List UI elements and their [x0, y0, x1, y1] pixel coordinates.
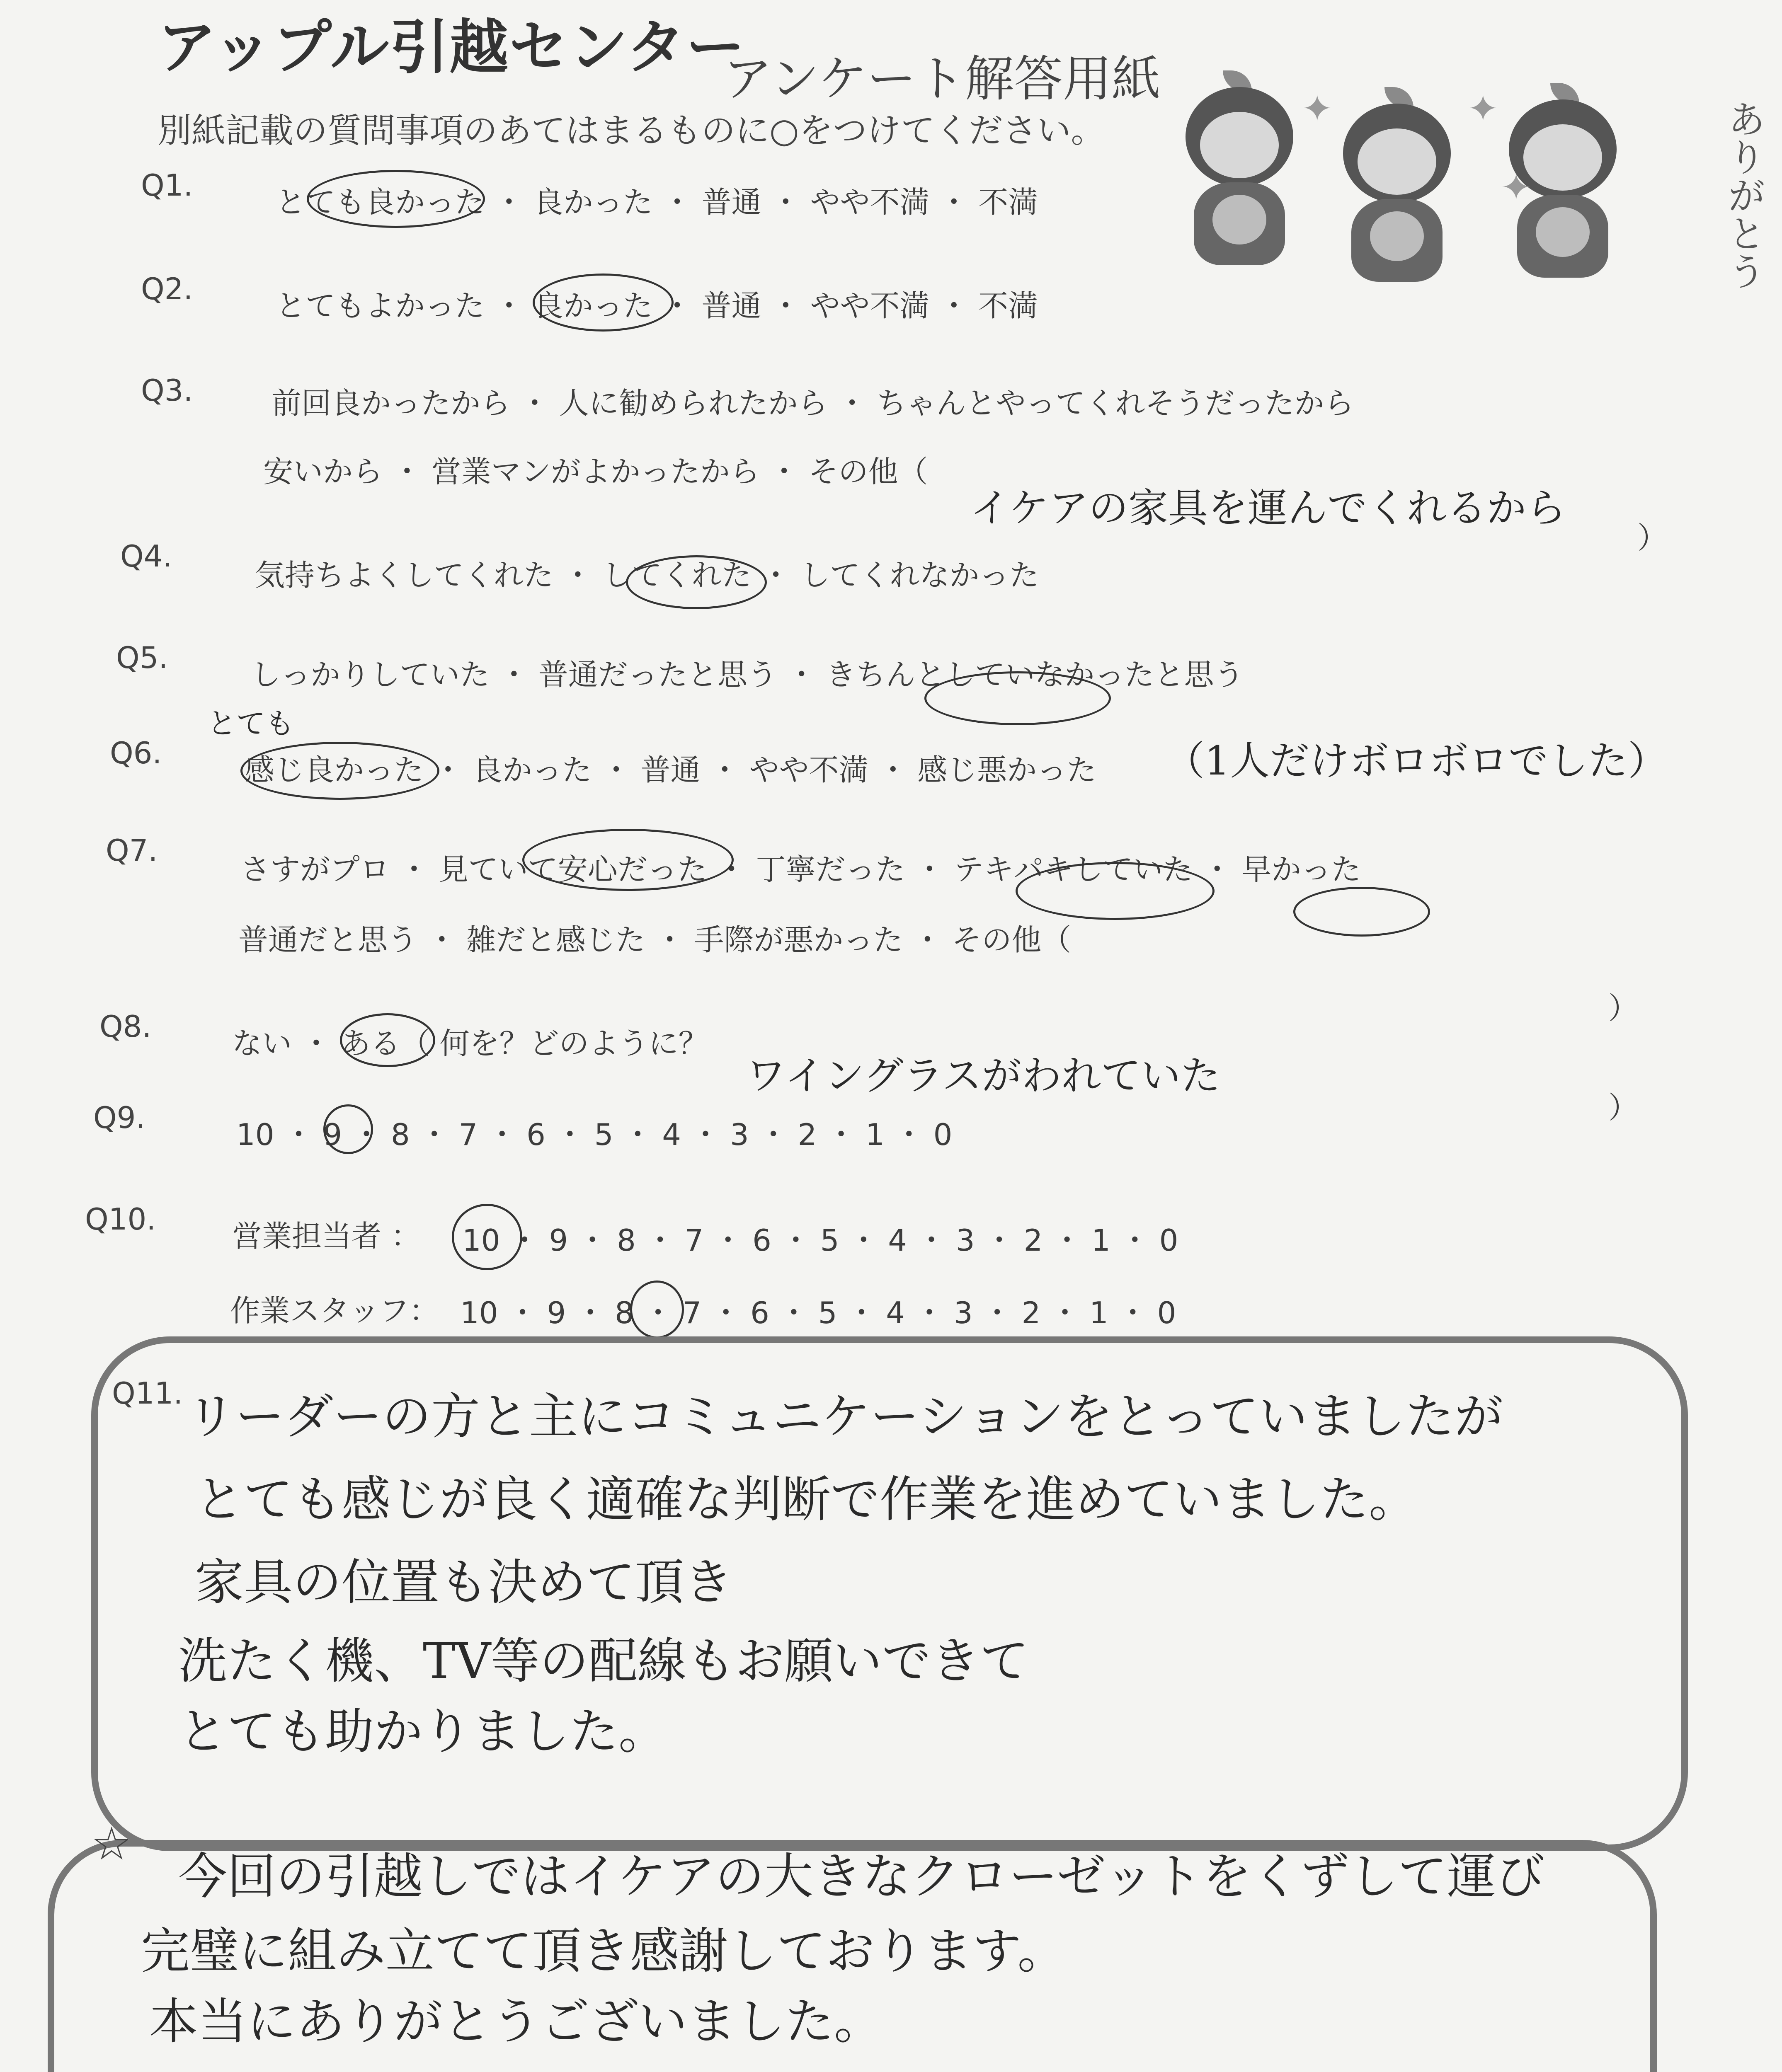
q8-label: Q8.: [99, 1009, 152, 1044]
q8-close-paren-2: ）: [1608, 1090, 1639, 1125]
q4-label: Q4.: [120, 539, 172, 574]
q10-staff-selection-circle: [630, 1280, 684, 1339]
q2-selection-circle: [533, 274, 674, 332]
q9-scale: 10 ・ 9 ・ 8 ・ 7 ・ 6 ・ 5 ・ 4 ・ 3 ・ 2 ・ 1 ・ 0: [236, 1117, 953, 1152]
q6-handwritten-above: とても: [207, 707, 294, 741]
mascot-illustration: ✦ ✦ ✦: [1169, 70, 1708, 303]
star-comment-line-3: 本当にありがとうございました。: [149, 1993, 883, 2050]
q7-options-line1: さすがプロ ・ 見ていて安心だった ・ 丁寧だった ・ テキパキしていた ・ 早かった: [240, 852, 1361, 887]
q1-selection-circle: [307, 170, 485, 228]
instruction-text: 別紙記載の質問事項のあてはまるものに○をつけてください。: [158, 111, 1105, 150]
q2-options: とてもよかった ・ 良かった ・ 普通 ・ やや不満 ・ 不満: [276, 288, 1038, 323]
q11-comment-line-4: 洗たく機、TV等の配線もお願いできて: [178, 1632, 1029, 1690]
company-title: アップル引越センター: [158, 13, 746, 82]
q8-handwritten-answer: ワイングラスがわれていた: [746, 1053, 1221, 1099]
q10-label: Q10.: [85, 1202, 156, 1237]
q11-comment-line-3: 家具の位置も決めて頂き: [195, 1554, 733, 1611]
q11-label: Q11.: [112, 1376, 183, 1411]
q7-label: Q7.: [106, 833, 158, 868]
q10-staff-scale: 10 ・ 9 ・ 8 ・ 7 ・ 6 ・ 5 ・ 4 ・ 3 ・ 2 ・ 1 ・ 0: [460, 1295, 1176, 1330]
q3-label: Q3.: [141, 373, 193, 408]
q10-sales-scale: 10 ・ 9 ・ 8 ・ 7 ・ 6 ・ 5 ・ 4 ・ 3 ・ 2 ・ 1 ・ 0: [462, 1223, 1178, 1258]
q7-selection-circle-3: [1293, 887, 1430, 937]
q9-selection-circle: [323, 1104, 373, 1154]
q5-label: Q5.: [116, 640, 168, 675]
star-comment-line-1: 今回の引越しではイケアの大きなクローゼットをくずして運び: [178, 1848, 1545, 1905]
q7-options-line2: 普通だと思う ・ 雑だと感じた ・ 手際が悪かった ・ その他（: [238, 922, 1072, 957]
q6-options: 感じ良かった ・ 良かった ・ 普通 ・ やや不満 ・ 感じ悪かった: [245, 753, 1097, 787]
q9-label: Q9.: [93, 1100, 145, 1135]
q7-selection-circle-2: [1016, 862, 1215, 920]
q6-label: Q6.: [110, 736, 162, 770]
q8-selection-circle: [340, 1013, 435, 1067]
q10-sales-label: 営業担当者 ：: [232, 1219, 421, 1254]
q10-staff-label: 作業スタッフ：: [230, 1293, 439, 1328]
q5-options: しっかりしていた ・ 普通だったと思う ・ きちんとしていなかったと思う: [251, 657, 1244, 692]
q7-selection-circle-1: [522, 829, 734, 891]
q1-options: とても良かった ・ 良かった ・ 普通 ・ やや不満 ・ 不満: [276, 185, 1038, 220]
q3-close-paren: ）: [1637, 520, 1668, 555]
q11-comment-line-5: とても助かりました。: [178, 1703, 668, 1760]
q5-selection-circle: [924, 671, 1111, 725]
star-icon: ☆: [91, 1817, 132, 1870]
form-subtitle: アンケート解答用紙: [723, 50, 1161, 107]
q8-options: ない ・ ある（ 何を？どのように？: [232, 1026, 708, 1061]
q6-handwritten-note: （1人だけボロボロでした）: [1165, 738, 1668, 784]
q2-label: Q2.: [141, 271, 193, 306]
mascot-caption: ありがとう: [1721, 99, 1766, 290]
q1-label: Q1.: [141, 168, 193, 203]
q3-handwritten-answer: イケアの家具を運んでくれるから: [970, 485, 1566, 531]
q6-selection-circle: [240, 742, 439, 800]
q4-options: 気持ちよくしてくれた ・ してくれた ・ してくれなかった: [255, 558, 1039, 593]
q4-selection-circle: [626, 555, 767, 609]
q11-comment-line-2: とても感じが良く適確な判断で作業を進めていました。: [195, 1471, 1418, 1528]
q11-comment-line-1: リーダーの方と主にコミュニケーションをとっていましたが: [187, 1388, 1503, 1445]
q3-options-line2: 安いから ・ 営業マンがよかったから ・ その他（: [263, 454, 928, 489]
q8-close-paren-1: ）: [1608, 991, 1639, 1026]
q3-options-line1: 前回良かったから ・ 人に勧められたから ・ ちゃんとやってくれそうだったから: [272, 386, 1354, 421]
star-comment-line-2: 完璧に組み立てて頂き感謝しております。: [141, 1922, 1067, 1980]
q10-sales-selection-circle: [452, 1204, 522, 1270]
